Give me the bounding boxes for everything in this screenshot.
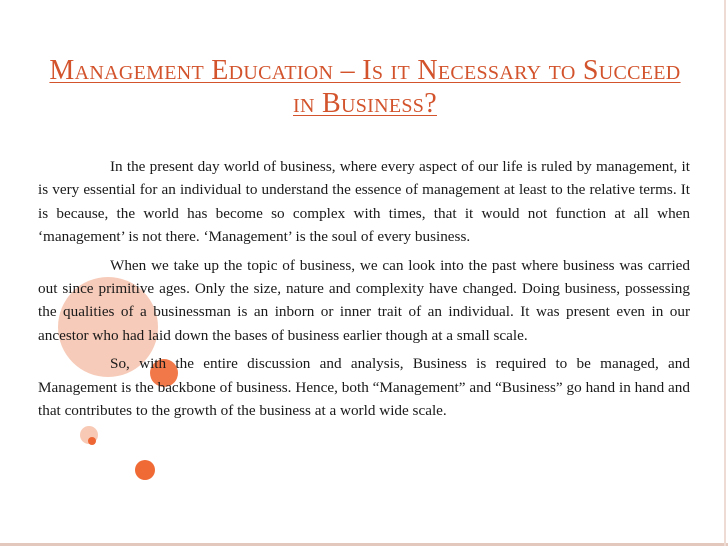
paragraph-3: So, with the entire discussion and analysis, Business is required to be managed, and Management is the backbone of business. Hence, both “Management” and “Business” go hand in hand and that contributes to the growth of the business at a world wide scale. xyxy=(38,355,690,420)
tiny-orange-circle xyxy=(88,437,96,445)
body-text xyxy=(38,155,690,427)
slide-title: Management Education – Is it Necessary to Succeed in Business? xyxy=(49,55,681,119)
paragraph-2: When we take up the topic of business, we can look into the past where business was carried out since primitive ages. Only the size, nature and complexity have changed. Doing business, possessing the qualities of a businessman is an inborn or inner trait of an individual. It was present even in our ancestor who had laid down the bases of business earlier though at a small scale. xyxy=(38,256,690,344)
bottom-orange-circle xyxy=(135,460,155,480)
paragraph-1: In the present day world of business, where every aspect of our life is ruled by management, it is very essential for an individual to understand the essence of management at least to the relative terms. It is because, the world has become so complex with times, that it would not function at all when ‘management’ is not there. ‘Management’ is the soul of every business. xyxy=(38,158,690,246)
